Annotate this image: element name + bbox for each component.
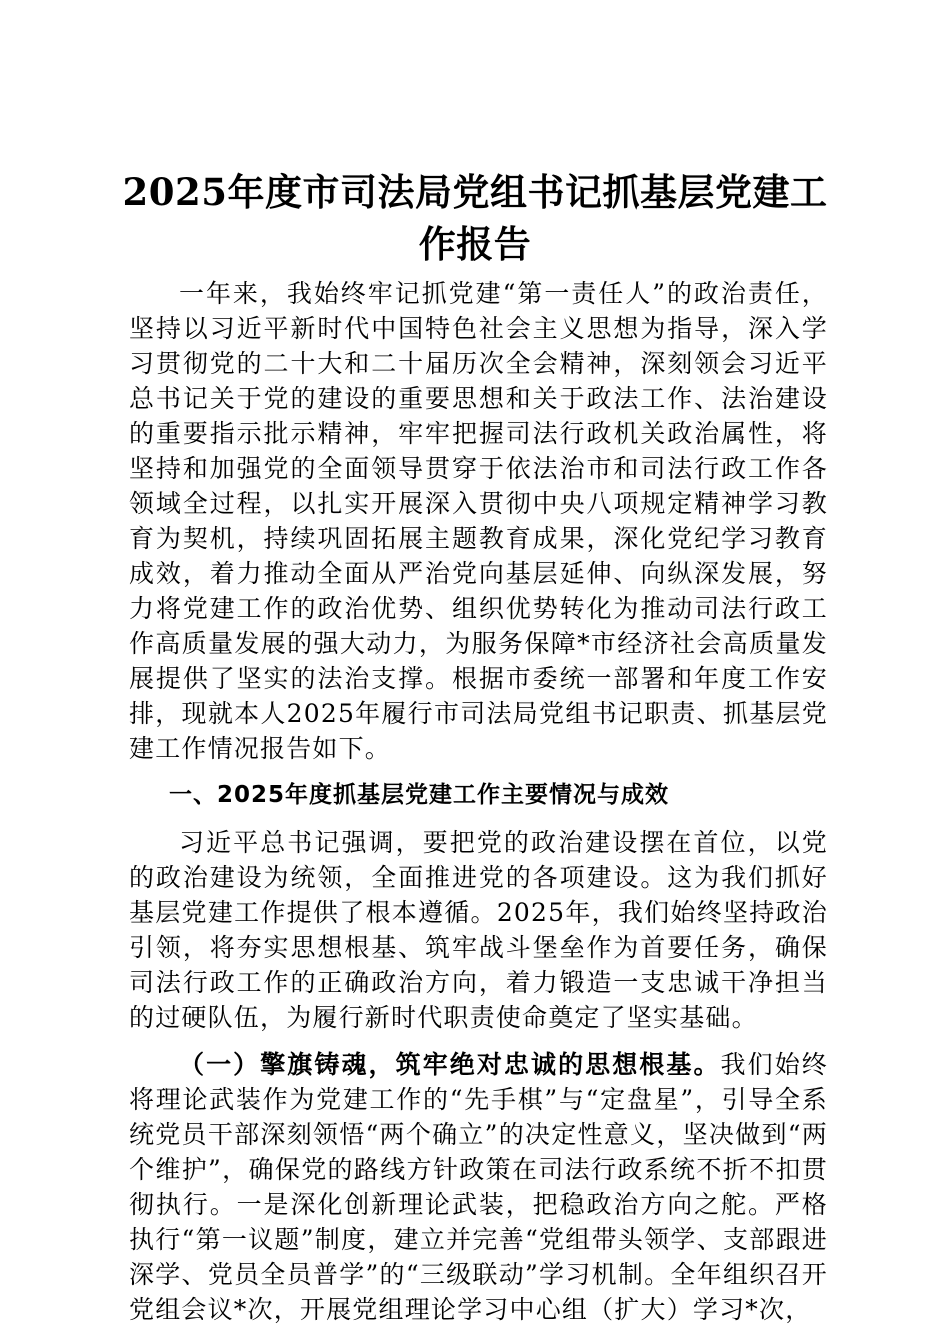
document-title: 2025年度市司法局党组书记抓基层党建工作报告 (122, 170, 828, 266)
intro-paragraph: 一年来，我始终牢记抓党建“第一责任人”的政治责任，坚持以习近平新时代中国特色社会主义思想为指导，深入学习贯彻党的二十大和二十届历次全会精神，深刻领会习近平总书记关于党的建设的重要思想和关于政法工作、法治建设的重要指示批示精神，牢牢把握司法行政机关政治属性，将坚持和加强党的全面领导贯穿于依法治市和司法行政工作各领域全过程，以扎实开展深入贯彻中央八项规定精神学习教育为契机，持续巩固拓展主题教育成果，深化党纪学习教育成效，着力推动全面从严治党向基层延伸、向纵深发展，努力将党建工作的政治优势、组织优势转化为推动司法行政工作高质量发展的强大动力，为服务保障*市经济社会高质量发展提供了坚实的法治支撑。根据市委统一部署和年度工作安排，现就本人2025年履行市司法局党组书记职责、抓基层党建工作情况报告如下。 (129, 279, 828, 763)
section-1-paragraph: 习近平总书记强调，要把党的政治建设摆在首位，以党的政治建设为统领，全面推进党的各项建设。这为我们抓好基层党建工作提供了根本遵循。2025年，我们始终坚持政治引领，将夯实思想根基、筑牢战斗堡垒作为首要任务，确保司法行政工作的正确政治方向，着力锻造一支忠诚干净担当的过硬队伍，为履行新时代职责使命奠定了坚实基础。 (129, 828, 828, 1032)
section-heading-1: 一、2025年度抓基层党建工作主要情况与成效 (169, 782, 670, 808)
subsection-1-lead: （一）擎旗铸魂，筑牢绝对忠诚的思想根基。 (179, 1050, 721, 1079)
document-body (129, 276, 828, 1327)
subsection-1-paragraph (129, 1047, 828, 1327)
subsection-1-body: 我们始终将理论武装作为党建工作的“先手棋”与“定盘星”，引导全系统党员干部深刻领悟“两个确立”的决定性意义，坚决做到“两个维护”，确保党的路线方针政策在司法行政系统不折不扣贯彻执行。一是深化创新理论武装，把稳政治方向之舵。严格执行“第一议题”制度，建立并完善“党组带头领学、支部跟进深学、党员全员普学”的“三级联动”学习机制。全年组织召开党组会议*次，开展党组理论学习中心组（扩大）学习*次， (129, 1050, 828, 1324)
